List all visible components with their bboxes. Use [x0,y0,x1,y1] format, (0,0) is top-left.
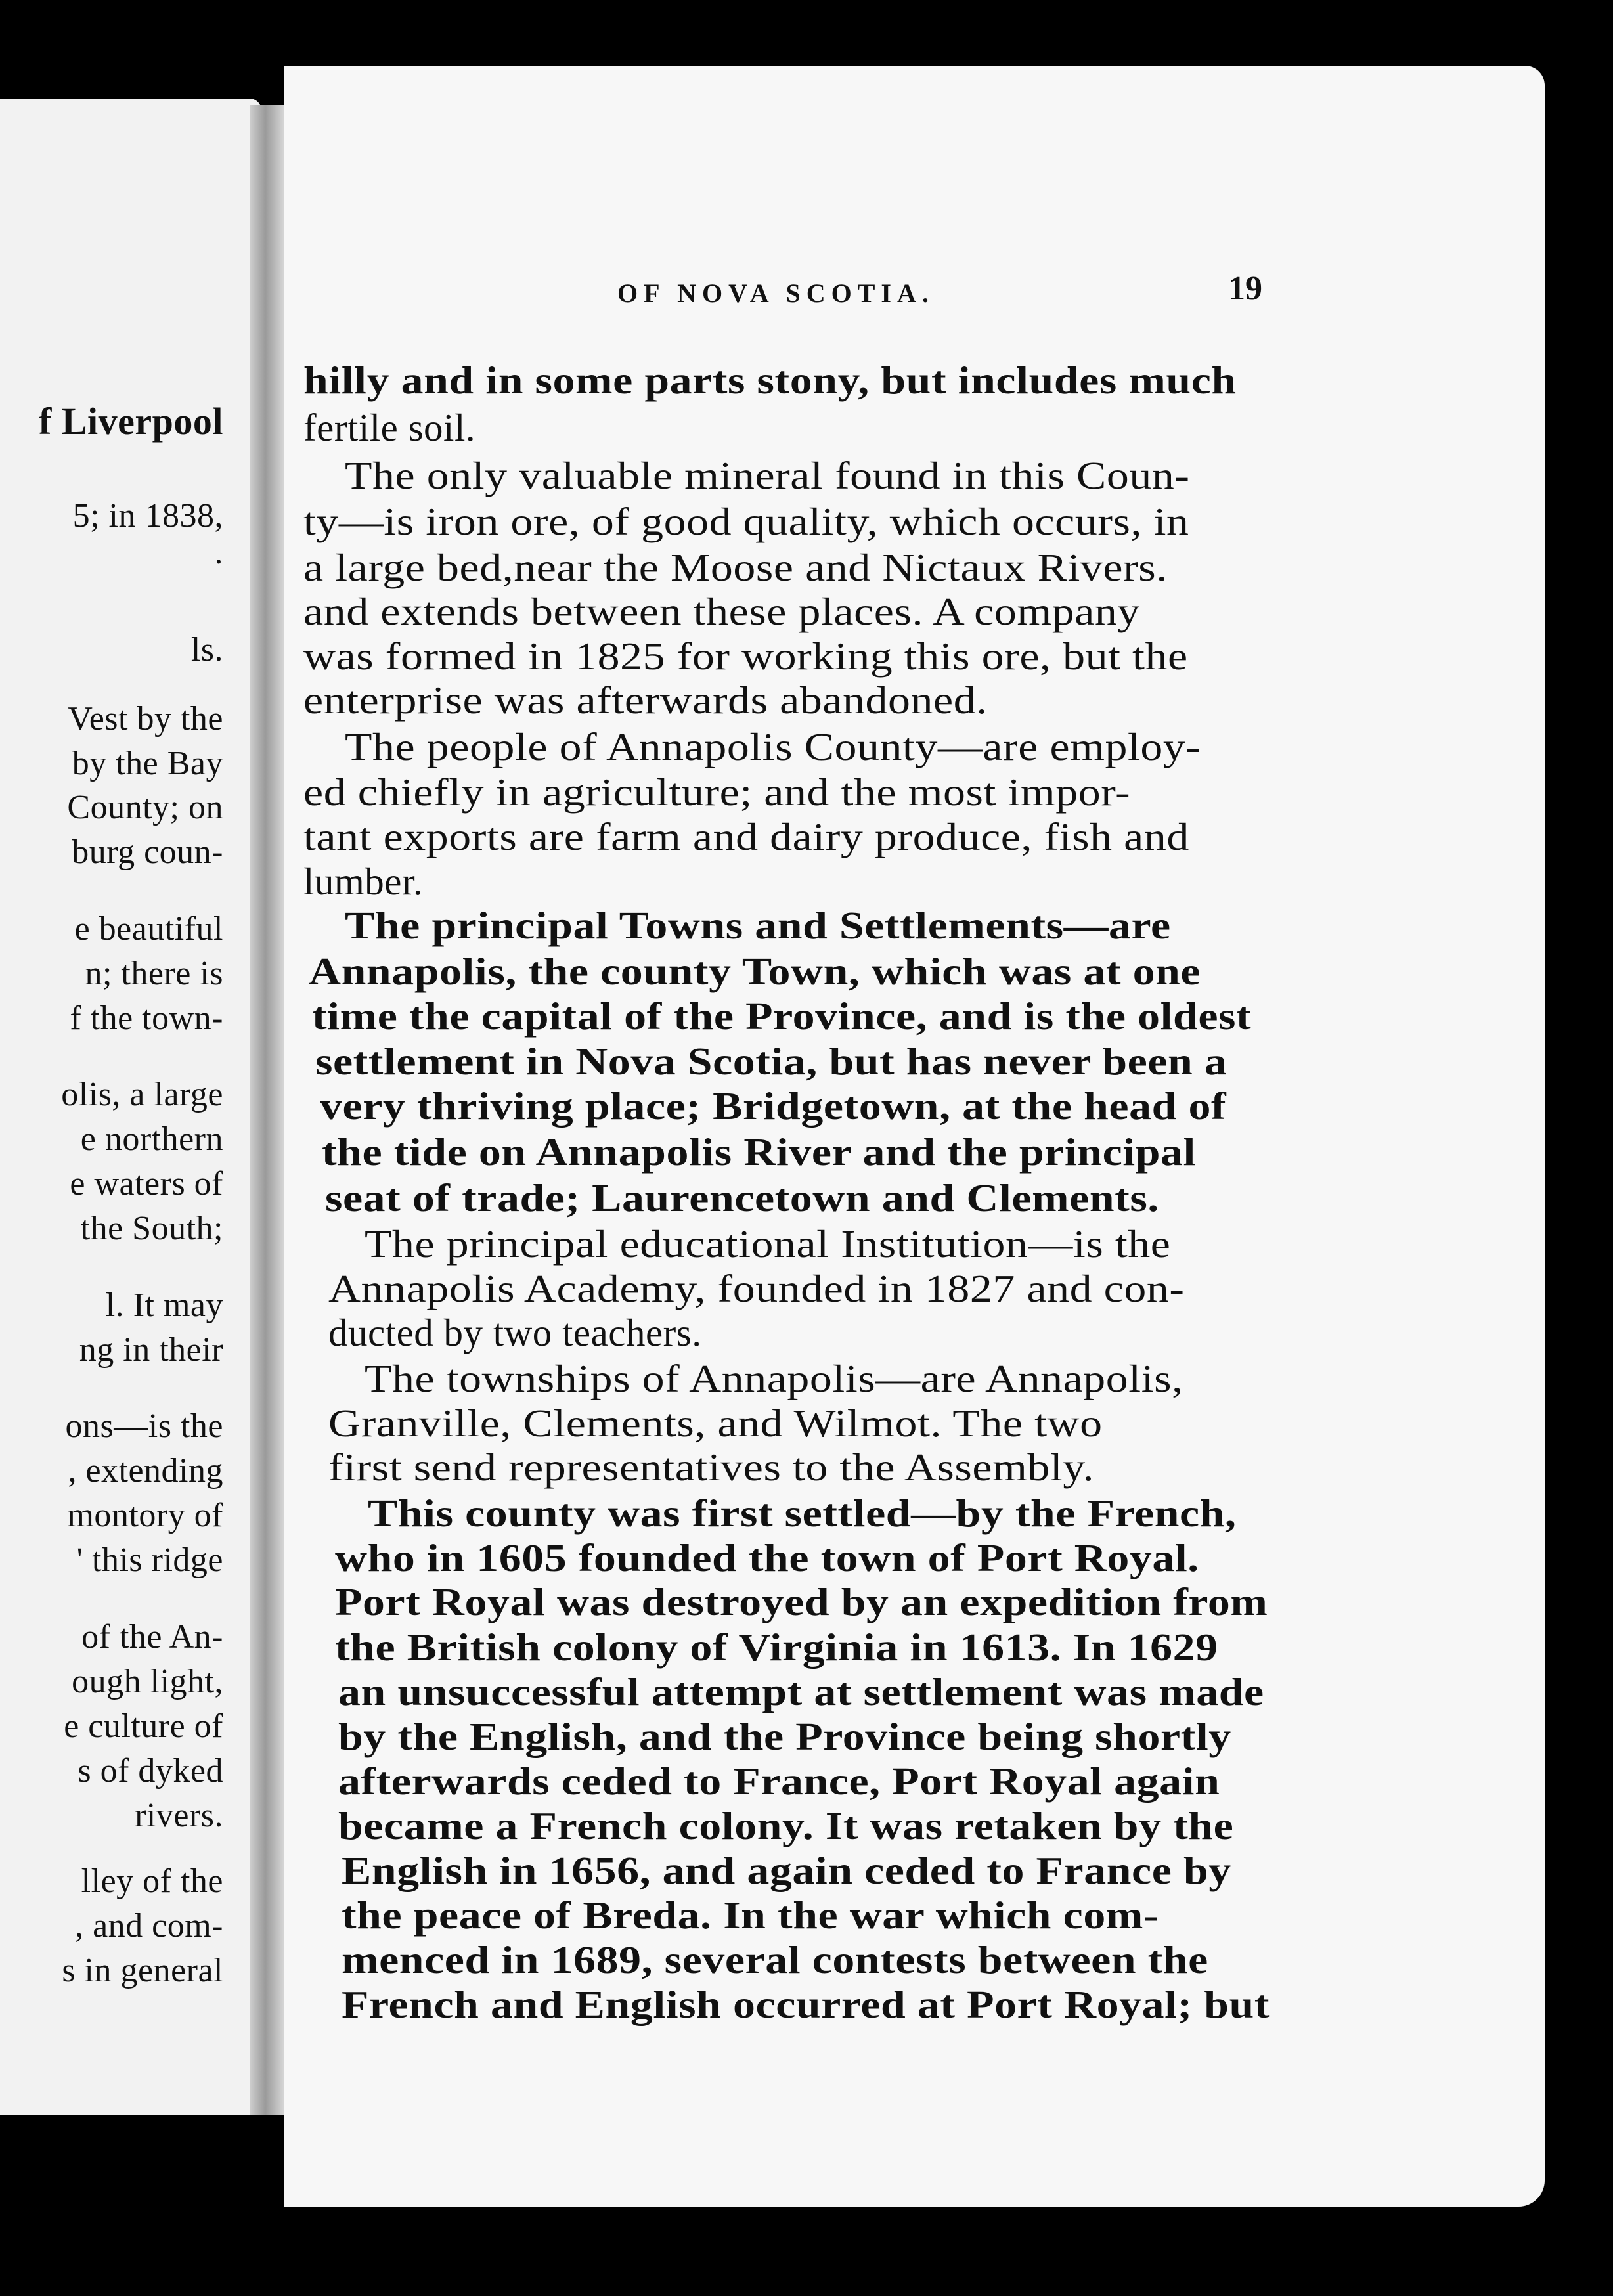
body-line: Annapolis, the county Town, which was at one [309,950,1201,993]
body-line: Port Royal was destroyed by an expedition from [335,1580,1268,1623]
body-line: time the capital of the Province, and is the oldest [312,994,1252,1038]
left-page-line: e beautiful [74,910,223,948]
body-line: ty—is iron ore, of good quality, which occurs, in [303,500,1189,543]
body-line: and extends between these places. A company [303,590,1140,633]
left-page-line: e northern [80,1120,223,1158]
body-line: hilly and in some parts stony, but includes much [303,359,1237,402]
body-line: French and English occurred at Port Royal; but [342,1983,1270,2026]
paragraph-start-line: The principal educational Institution—is the [365,1222,1171,1266]
left-page-line: of the An- [81,1618,223,1656]
body-line: tant exports are farm and dairy produce, fish and [303,815,1189,858]
left-page-line: f the town- [70,1000,223,1037]
left-page-line: olis, a large [61,1076,223,1113]
paragraph-start-line: The only valuable mineral found in this Coun- [345,454,1190,497]
body-line: afterwards ceded to France, Port Royal again [338,1759,1220,1803]
paragraph-start-line: This county was first settled—by the French, [368,1491,1237,1535]
body-line: was formed in 1825 for working this ore, but the [303,634,1188,678]
left-page-line: Vest by the [68,700,223,738]
left-page-line: County; on [67,789,223,826]
left-page-line: f Liverpool [39,400,223,443]
body-line: settlement in Nova Scotia, but has never been a [315,1040,1227,1083]
left-page-line: s in general [62,1952,223,1989]
left-page-line: lley of the [81,1863,223,1900]
body-line: by the English, and the Province being shortly [338,1715,1231,1758]
left-page-line: s of dyked [77,1752,223,1790]
paragraph-start-line: The people of Annapolis County—are employ- [345,725,1201,768]
body-line: very thriving place; Bridgetown, at the head of [320,1084,1227,1128]
body-line: enterprise was afterwards abandoned. [303,678,988,722]
body-line: ducted by two teachers. [328,1311,702,1354]
left-page-line: ough light, [72,1663,223,1700]
book-gutter [250,105,289,2115]
body-line: Granville, Clements, and Wilmot. The two [328,1402,1103,1445]
left-page-line: ' this ridge [76,1541,223,1579]
left-page-line: the South; [80,1210,223,1247]
body-line: the peace of Breda. In the war which com- [342,1893,1159,1937]
left-page-line: l. It may [105,1287,223,1324]
body-line: seat of trade; Laurencetown and Clements. [325,1176,1159,1220]
body-line: lumber. [303,860,424,903]
body-line: became a French colony. It was retaken by the [338,1804,1234,1847]
left-page-line: ng in their [79,1331,223,1369]
body-line: a large bed,near the Moose and Nictaux Rivers. [303,546,1168,589]
left-page-line: montory of [67,1497,223,1534]
left-page-line: , and com- [75,1907,223,1945]
left-page [0,99,261,2115]
body-line: Annapolis Academy, founded in 1827 and con- [328,1267,1185,1310]
body-line: menced in 1689, several contests between the [342,1938,1208,1981]
paragraph-start-line: The principal Towns and Settlements—are [345,904,1171,947]
body-line: the tide on Annapolis River and the principal [322,1130,1196,1174]
left-page-line: ls. [190,631,223,669]
left-page-line: e culture of [64,1708,223,1745]
left-page-line: rivers. [135,1797,223,1834]
running-title: OF NOVA SCOTIA. [617,278,935,308]
left-page-line: , extending [68,1452,223,1490]
paragraph-start-line: The townships of Annapolis—are Annapolis, [365,1357,1183,1400]
body-line: the British colony of Virginia in 1613. In 1629 [335,1625,1218,1669]
left-page-line: n; there is [85,955,223,992]
left-page-line: burg coun- [72,833,223,871]
left-page-line: . [214,534,223,571]
body-line: who in 1605 founded the town of Port Royal. [335,1536,1199,1579]
body-line: first send representatives to the Assembly. [328,1446,1094,1489]
left-page-line: 5; in 1838, [72,497,223,535]
left-page-line: by the Bay [72,745,223,782]
left-page-line: e waters of [70,1165,223,1203]
body-line: fertile soil. [303,406,476,449]
body-line: ed chiefly in agriculture; and the most impor- [303,770,1131,814]
body-line: English in 1656, and again ceded to France by [342,1849,1231,1892]
page-number: 19 [1228,270,1262,307]
left-page-line: ons—is the [65,1407,223,1445]
body-line: an unsuccessful attempt at settlement was made [338,1670,1264,1713]
